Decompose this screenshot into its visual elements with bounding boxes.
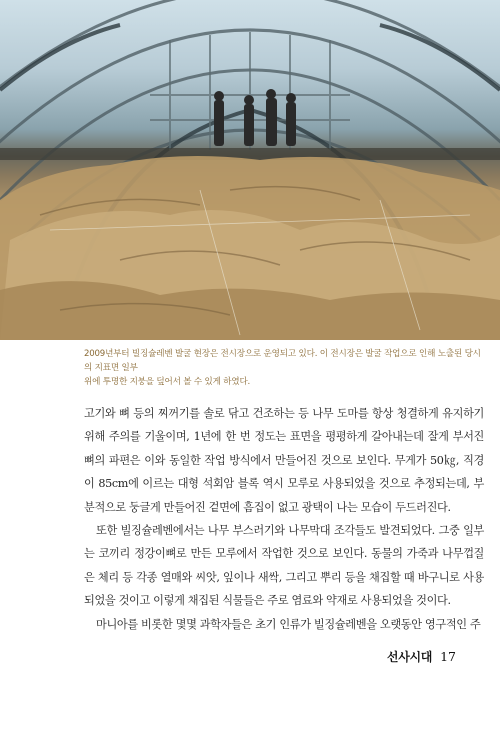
- photo-caption: [84, 347, 484, 389]
- paragraph-3: 마니아를 비롯한 몇몇 과학자들은 초기 인류가 빌징슐레벤을 오랫동안 영구적인 주: [96, 617, 481, 631]
- dome-structure-illustration: [0, 0, 500, 340]
- caption-line-2: 위에 투명한 지붕을 덮어서 볼 수 있게 하였다.: [84, 377, 251, 387]
- excavation-site-photo: [0, 0, 500, 340]
- page-footer: [387, 648, 456, 665]
- paragraph-2: 또한 빌징슐레벤에서는 나무 부스러기와 나무막대 조각들도 발견되었다. 그중 일부는 코끼리 정강이뼈로 만든 모루에서 작업한 것으로 보인다. 동물의 가죽과 나무껍질은 체리 등 각종 열매와 씨앗, 잎이나 새싹, 그리고 뿌리 등을 채집할 때 바구니로 사용되었을 것이고 이렇게 채집된 식물들은 주로 염료와 약재로 사용되었을 것이다.: [84, 524, 484, 608]
- running-head: 선사시대: [386, 650, 433, 664]
- page-number: 17: [440, 649, 456, 664]
- paragraph-1: 고기와 뼈 등의 찌꺼기를 솔로 닦고 건조하는 등 나무 도마를 항상 청결하게 유지하기 위해 주의를 기울이며, 1년에 한 번 정도는 표면을 평평하게 갈아내는데 잘게 부서진 뼈의 파편은 이와 동일한 작업 방식에서 만들어진 것으로 보인다. 무게가 50㎏, 직경이 85cm에 이르는 대형 석회암 블록 역시 모루로 사용되었을 것으로 추정되는데, 부분적으로 둥글게 만들어진 겉면에 흠집이 없고 광택이 나는 모습이 두드러진다.: [84, 407, 484, 514]
- body-text: [84, 402, 484, 636]
- caption-line-1: 2009년부터 빌징슐레벤 발굴 현장은 전시장으로 운영되고 있다. 이 전시장은 발굴 작업으로 인해 노출된 당시의 지표면 일부: [84, 349, 481, 373]
